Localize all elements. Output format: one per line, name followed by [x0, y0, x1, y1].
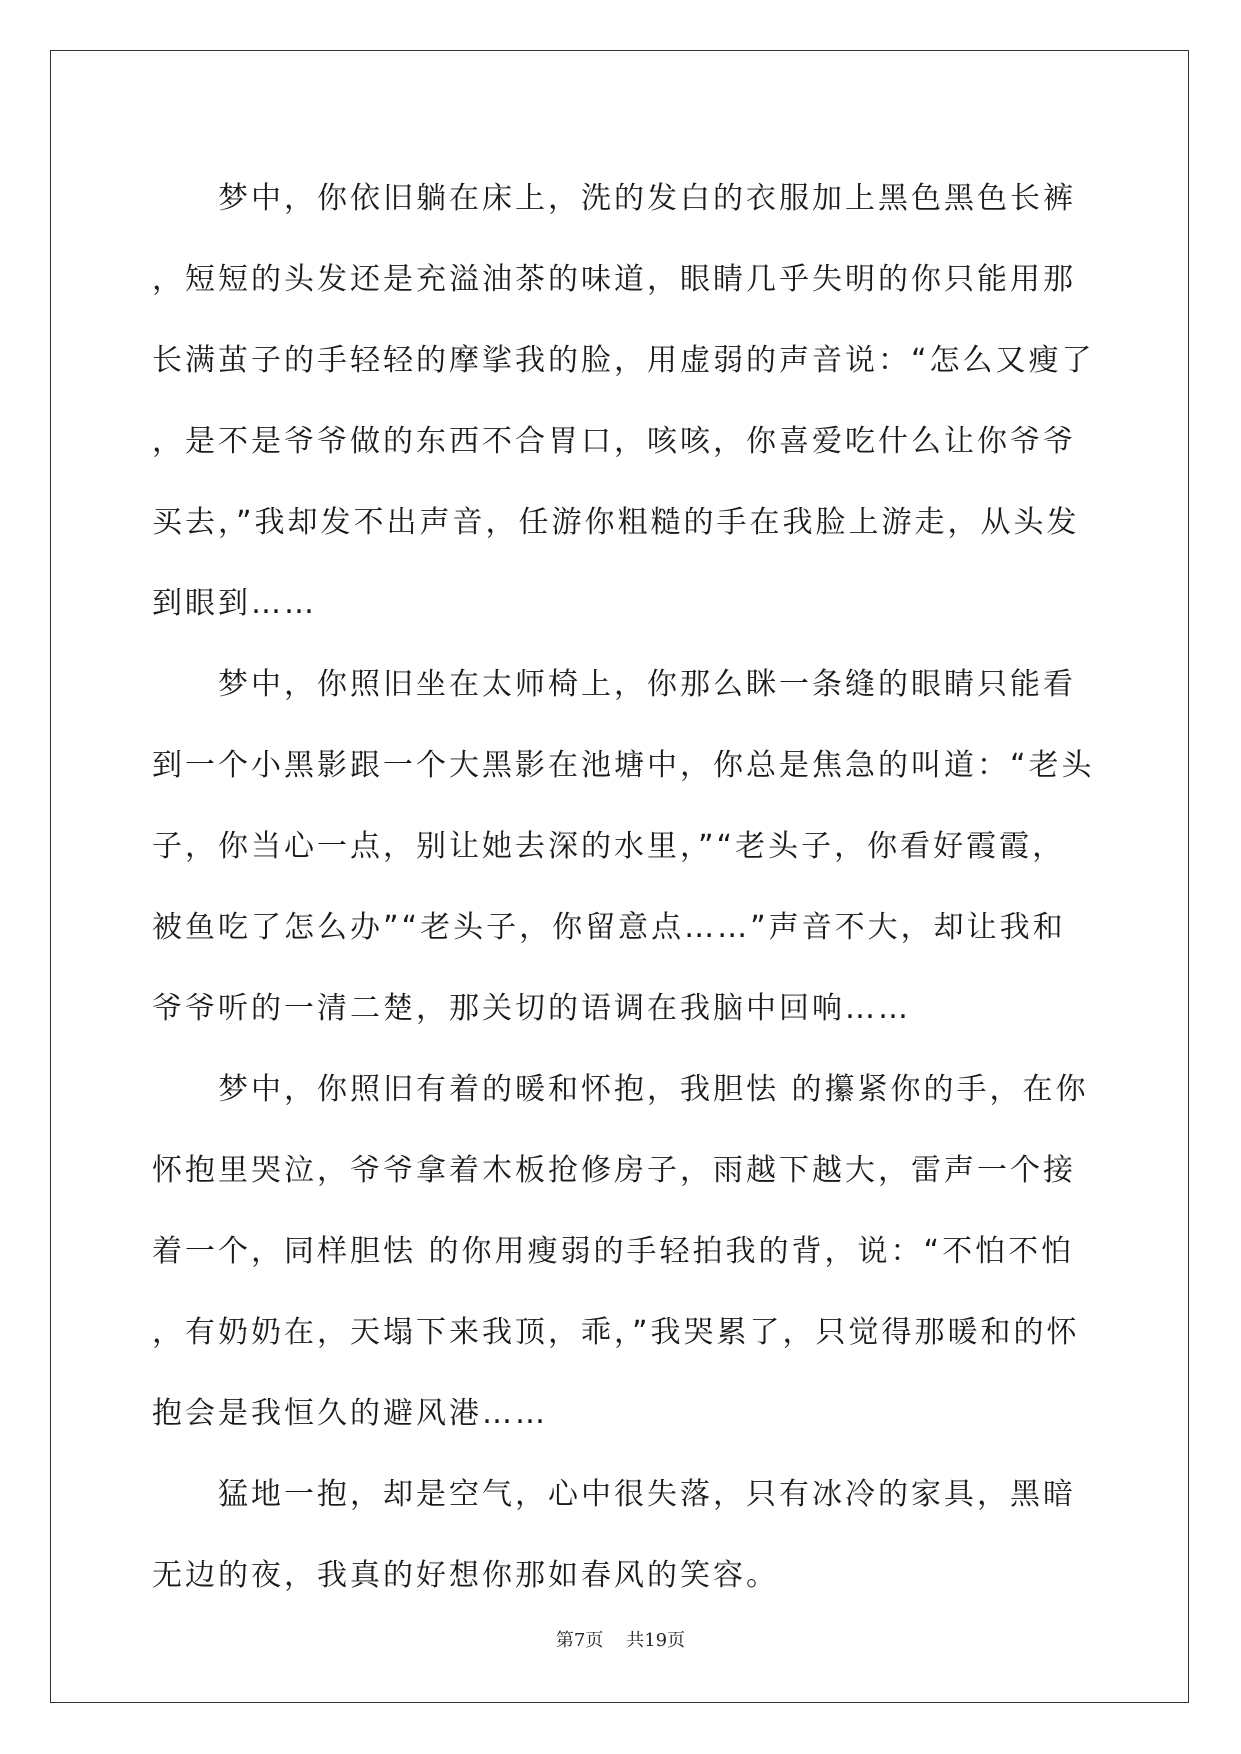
page-number: 第7页	[555, 1630, 604, 1651]
document-body	[152, 158, 1098, 1616]
paragraph-4: 猛地一抱，却是空气，心中很失落，只有冰冷的家具，黑暗无边的夜，我真的好想你那如春风的笑容。	[152, 1477, 1076, 1593]
page-total: 共19页	[626, 1630, 686, 1651]
paragraph-1: 梦中，你依旧躺在床上，洗的发白的衣服加上黑色黑色长裤，短短的头发还是充溢油茶的味道，眼睛几乎失明的你只能用那长满茧子的手轻轻的摩挲我的脸，用虚弱的声音说：“怎么又瘦了，是不是爷爷做的东西不合胃口，咳咳，你喜爱吃什么让你爷爷买去，”我却发不出声音，任游你粗糙的手在我脸上游走，从头发到眼到……	[152, 181, 1095, 621]
paragraph-2: 梦中，你照旧坐在太师椅上，你那么眯一条缝的眼睛只能看到一个小黑影跟一个大黑影在池塘中，你总是焦急的叫道：“老头子，你当心一点，别让她去深的水里，”“老头子，你看好霞霞，被鱼吃了怎么办”“老头子，你留意点……”声音不大，却让我和爷爷听的一清二楚，那关切的语调在我脑中回响……	[152, 667, 1095, 1026]
page-footer	[0, 1626, 1241, 1652]
paragraph-3: 梦中，你照旧有着的暖和怀抱，我胆怯 的攥紧你的手，在你怀抱里哭泣，爷爷拿着木板抢修房子，雨越下越大，雷声一个接着一个，同样胆怯 的你用瘦弱的手轻拍我的背，说：“不怕不怕，有奶奶在，天塌下来我顶，乖，”我哭累了，只觉得那暖和的怀抱会是我恒久的避风港……	[152, 1072, 1089, 1431]
